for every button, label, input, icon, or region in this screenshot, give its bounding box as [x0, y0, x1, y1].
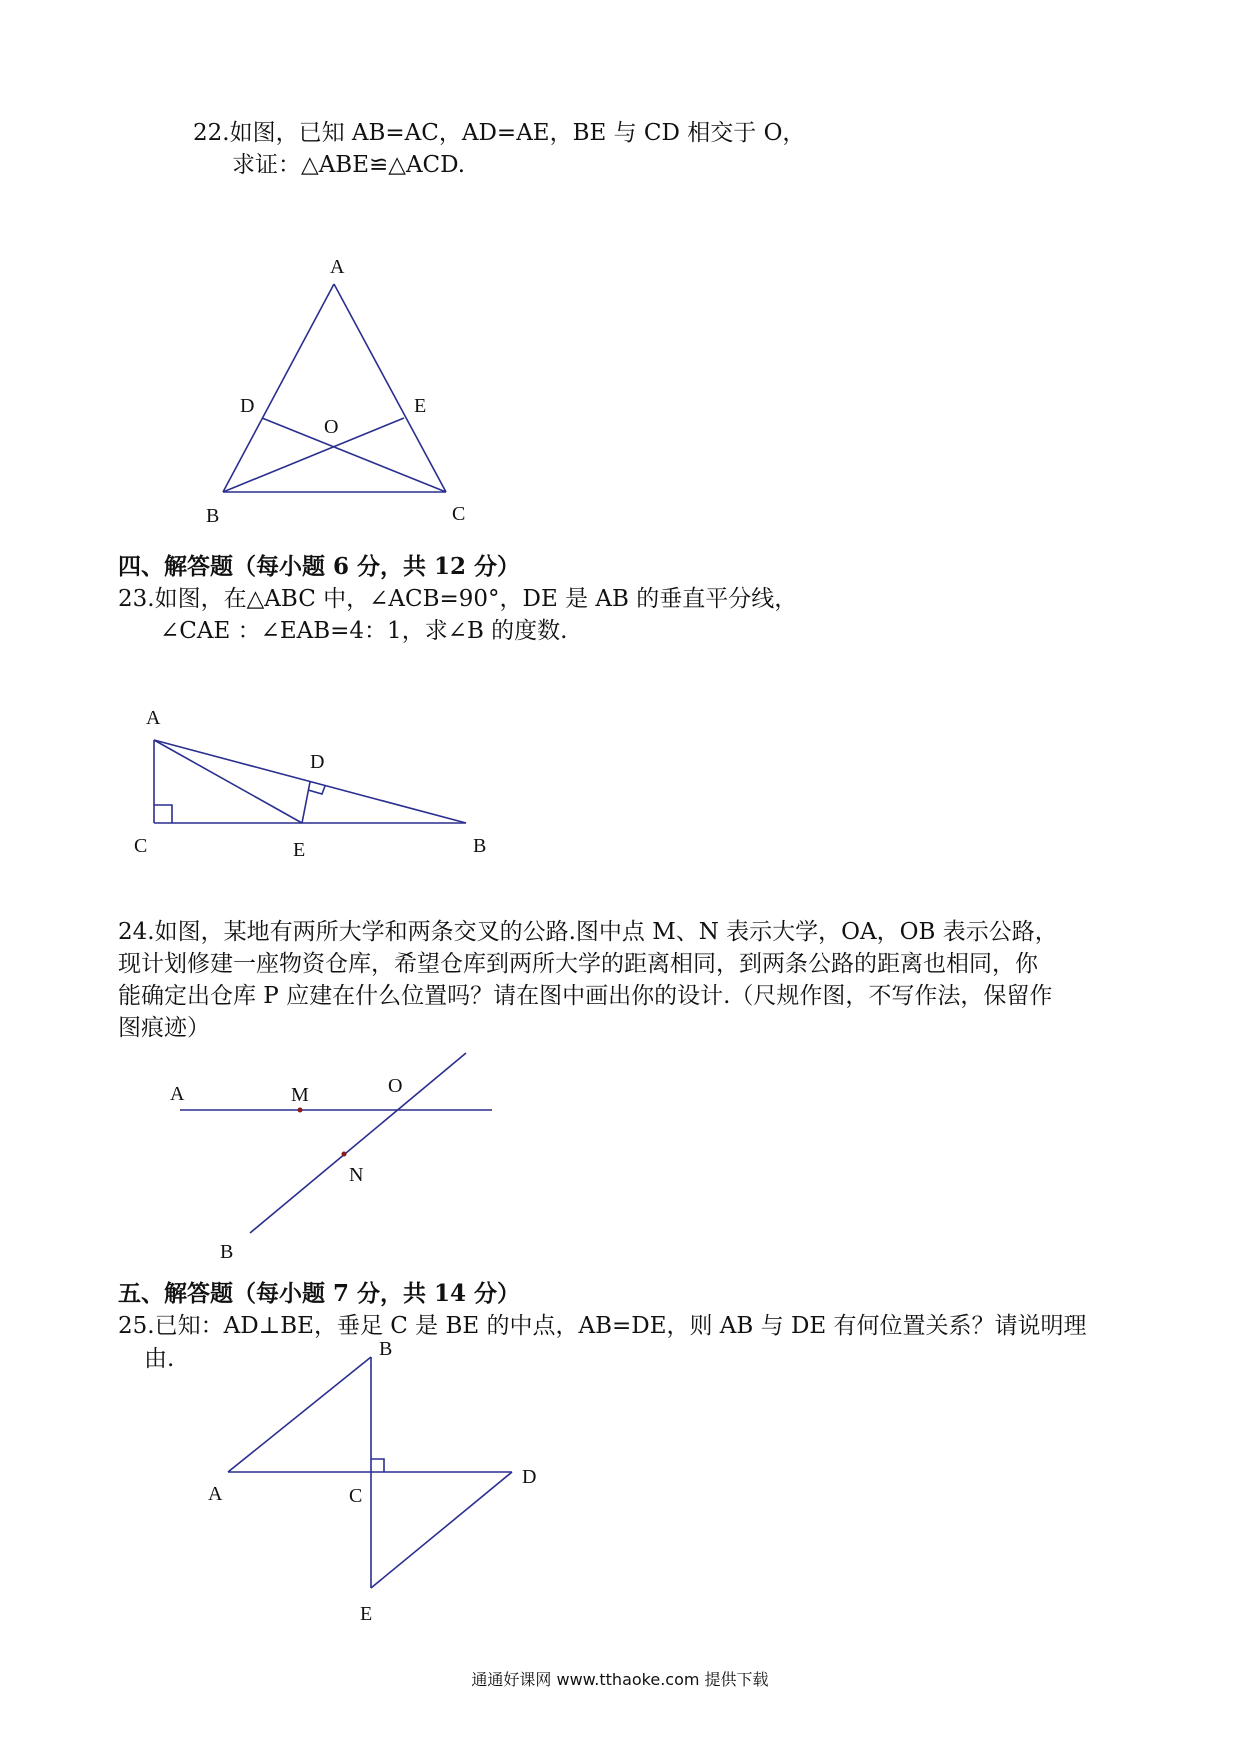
q23-line2: ∠CAE ：∠EAB=4：1，求∠B 的度数.	[160, 618, 568, 644]
q22-side-ab	[223, 284, 334, 492]
q23-figure	[120, 700, 500, 870]
footer-source: 通通好课网 www.tthaoke.com 提供下载	[471, 1670, 769, 1689]
q25-figure	[195, 1330, 545, 1630]
q23-segment-de	[302, 782, 310, 823]
q24-point-m	[298, 1108, 303, 1113]
q24-point-n	[342, 1152, 347, 1157]
q22-label-d: D	[240, 395, 255, 417]
q22-figure	[190, 240, 480, 540]
q22-segment-be	[223, 418, 404, 492]
q22-label-e: E	[414, 395, 427, 417]
q24-line3: 能确定出仓库 P 应建在什么位置吗？请在图中画出你的设计.（尺规作图，不写作法，保留作	[118, 983, 1053, 1009]
q23-label-b: B	[473, 835, 487, 857]
q22-label-b: B	[206, 505, 220, 527]
q23-label-e: E	[293, 839, 306, 861]
q24-label-n: N	[349, 1164, 364, 1186]
q23-right-angle-d	[308, 786, 325, 794]
section4-heading: 四、解答题（每小题 6 分，共 12 分）	[118, 553, 521, 580]
q24-label-o: O	[388, 1075, 403, 1097]
q25-label-e: E	[360, 1603, 373, 1625]
q24-label-a: A	[170, 1083, 185, 1105]
section5-heading: 五、解答题（每小题 7 分，共 14 分）	[118, 1280, 521, 1307]
q25-right-angle-c	[371, 1459, 384, 1472]
q24-road-ob	[250, 1053, 466, 1233]
q25-label-b: B	[379, 1338, 393, 1360]
q24-label-m: M	[291, 1084, 309, 1106]
q24-line4: 图痕迹）	[118, 1015, 210, 1041]
q25-label-d: D	[522, 1466, 537, 1488]
q24-line1: 24.如图，某地有两所大学和两条交叉的公路.图中点 M、N 表示大学，OA，OB 表示公路，	[118, 919, 1058, 945]
q23-right-angle-c	[154, 805, 172, 823]
q23-segment-ae	[154, 740, 302, 823]
q22-label-o: O	[324, 416, 339, 438]
q23-line1: 23.如图，在△ABC 中，∠ACB=90°，DE 是 AB 的垂直平分线，	[118, 586, 798, 612]
q25-segment-ab	[228, 1357, 371, 1472]
q25-line1: 25.已知：AD⊥BE，垂足 C 是 BE 的中点，AB=DE，则 AB 与 DE 有何位置关系？请说明理	[118, 1313, 1087, 1339]
q23-label-a: A	[146, 707, 161, 729]
q25-segment-de	[371, 1472, 512, 1588]
q25-label-a: A	[208, 1483, 223, 1505]
q22-label-a: A	[330, 256, 345, 278]
q22-side-ac	[334, 284, 446, 492]
q22-label-c: C	[452, 503, 466, 525]
q24-figure	[150, 1040, 510, 1270]
q24-line2: 现计划修建一座物资仓库，希望仓库到两所大学的距离相同，到两条公路的距离也相同，你	[118, 951, 1038, 977]
q25-line2: 由.	[144, 1346, 175, 1372]
q25-label-c: C	[349, 1485, 363, 1507]
q22-segment-cd	[262, 418, 446, 492]
q23-label-d: D	[310, 751, 325, 773]
q22-line1: 22.如图，已知 AB=AC，AD=AE，BE 与 CD 相交于 O，	[193, 120, 806, 146]
q23-label-c: C	[134, 835, 148, 857]
q22-line2: 求证：△ABE≌△ACD.	[232, 152, 466, 178]
q24-label-b: B	[220, 1241, 234, 1263]
